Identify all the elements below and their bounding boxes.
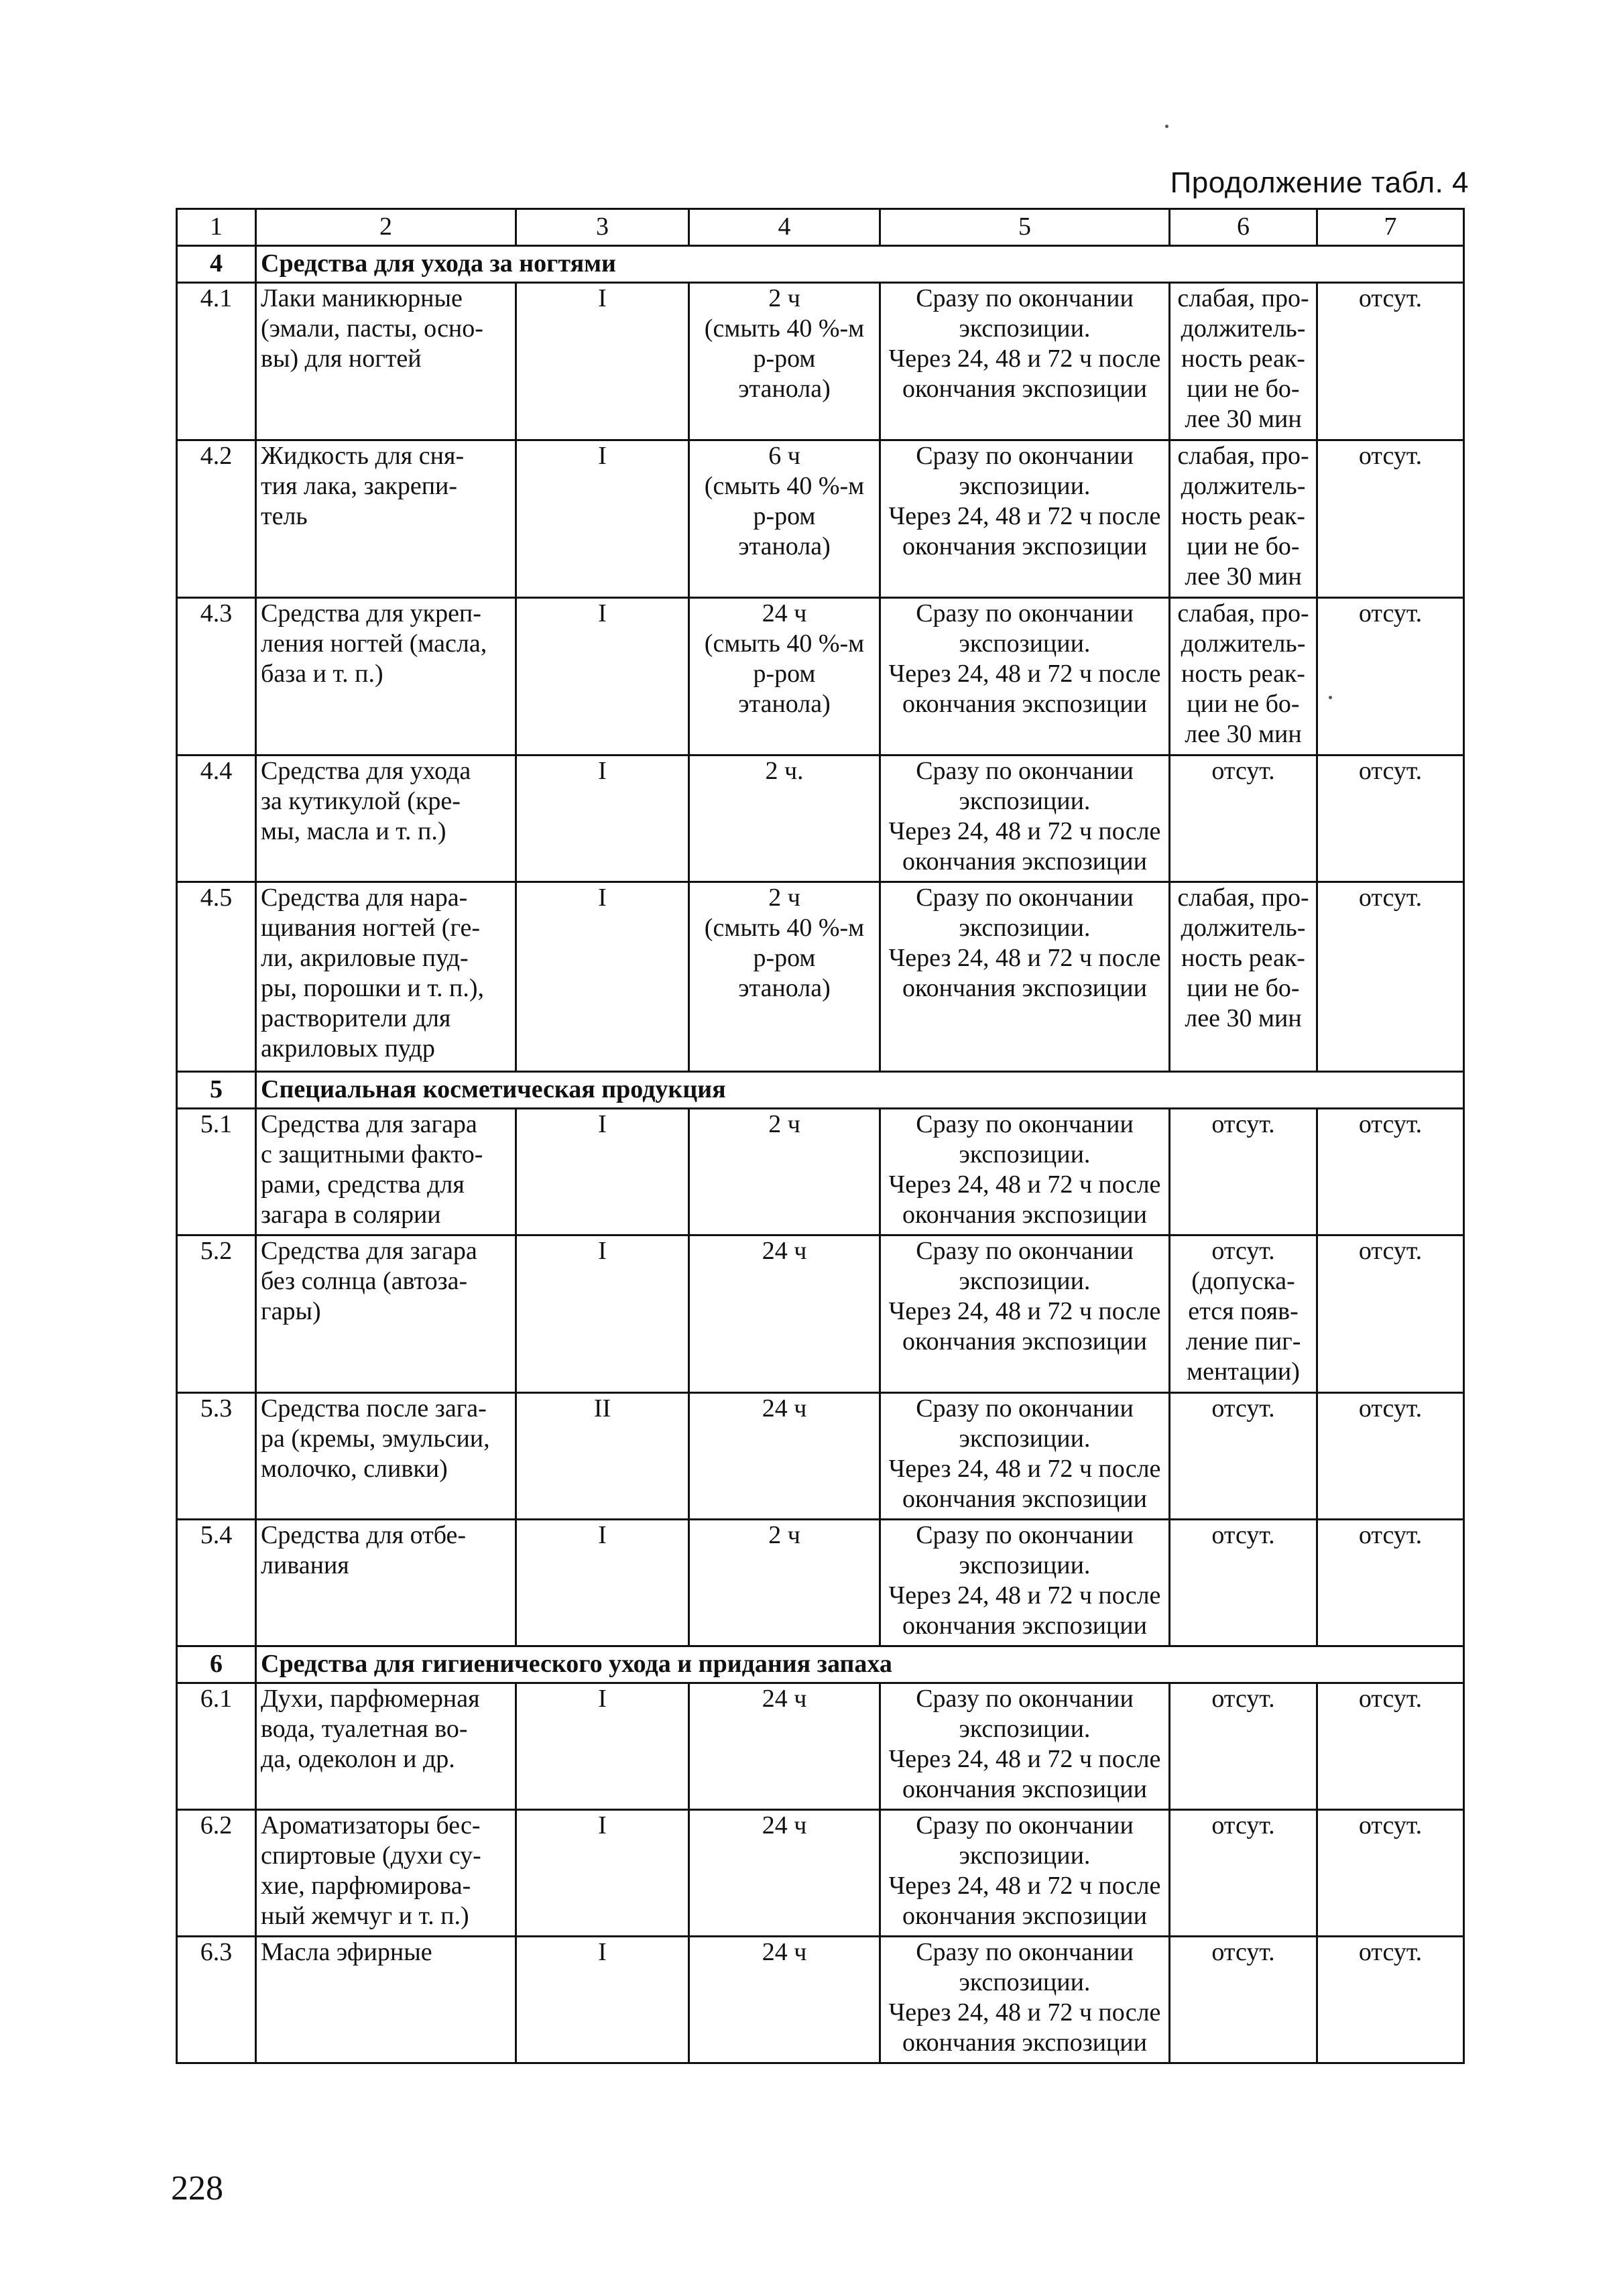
product-group-cell-line: Ароматизаторы бес- [261, 1811, 481, 1839]
sensitization-cell-line: отсут. [1358, 1521, 1423, 1549]
sensitization-cell [1317, 440, 1464, 598]
product-group-cell-line: ления ногтей (масла, [261, 629, 487, 658]
irritation-cell-line: слабая, про- [1177, 884, 1309, 912]
product-group-cell-line: за кутикулой (кре- [261, 787, 461, 815]
product-group-cell-line: растворители для [261, 1004, 451, 1032]
header-cell: 5 [880, 209, 1170, 246]
product-group-cell-line: мы, масла и т. п.) [261, 817, 446, 845]
exposure-time-cell [689, 1393, 880, 1520]
sensitization-cell-line: отсут. [1358, 884, 1423, 912]
product-group-cell-line: Духи, парфюмерная [261, 1685, 480, 1713]
evaluation-time-cell-line: экспозиции. [959, 914, 1091, 942]
exposure-time-cell-line: 24 ч [762, 1811, 807, 1839]
exposure-time-cell-line: (смыть 40 %-м [704, 314, 865, 343]
exposure-time-cell-line: 24 ч [762, 599, 807, 627]
scan-speck [1329, 696, 1332, 699]
exposure-time-cell-line: этанола) [738, 974, 831, 1002]
evaluation-time-cell-line: экспозиции. [959, 1425, 1091, 1453]
row-number: 4.1 [177, 283, 256, 440]
exposure-time-cell-line: р-ром [753, 944, 816, 972]
evaluation-time-cell-line: окончания экспозиции [902, 2029, 1147, 2057]
evaluation-time-cell-line: Сразу по окончании [916, 1685, 1134, 1713]
evaluation-time-cell-line: Через 24, 48 и 72 ч после [888, 1170, 1161, 1199]
product-group-cell [256, 1109, 516, 1235]
table-row [177, 1937, 1464, 2063]
product-group-cell-line: Средства для укреп- [261, 599, 481, 627]
evaluation-time-cell [880, 1393, 1170, 1520]
evaluation-time-cell-line: экспозиции. [959, 1968, 1091, 1996]
exposure-time-cell-line: р-ром [753, 502, 816, 530]
sensitization-cell-line: отсут. [1358, 1811, 1423, 1839]
header-cell: 1 [177, 209, 256, 246]
product-group-cell-line: Средства для загара [261, 1237, 477, 1265]
exposure-time-cell-line: р-ром [753, 345, 816, 373]
exposure-time-cell [689, 1937, 880, 2063]
product-group-cell-line: акриловых пудр [261, 1034, 435, 1063]
table-caption: Продолжение табл. 4 [1170, 166, 1469, 199]
evaluation-time-cell [880, 598, 1170, 756]
sensitization-cell [1317, 1393, 1464, 1520]
evaluation-time-cell-line: Сразу по окончании [916, 757, 1134, 785]
table-row [177, 1520, 1464, 1646]
product-group-cell [256, 1683, 516, 1810]
exposure-time-cell [689, 1810, 880, 1937]
irritation-cell-line: должитель- [1181, 472, 1306, 500]
evaluation-time-cell-line: экспозиции. [959, 1140, 1091, 1168]
section-number: 5 [177, 1072, 256, 1109]
table-header-row [177, 209, 1464, 246]
product-group-cell-line: Масла эфирные [261, 1938, 432, 1966]
irritation-cell-line: должитель- [1181, 629, 1306, 658]
irritation-cell-line: ность реак- [1181, 502, 1305, 530]
product-group-cell-line: ры, порошки и т. п.), [261, 974, 485, 1002]
irritation-cell-line: ность реак- [1181, 944, 1305, 972]
sensitization-cell-line: отсут. [1358, 1685, 1423, 1713]
irritation-cell-line: ность реак- [1181, 345, 1305, 373]
irritation-cell-line: слабая, про- [1177, 284, 1309, 312]
evaluation-time-cell-line: окончания экспозиции [902, 847, 1147, 875]
product-group-cell [256, 1235, 516, 1393]
evaluation-time-cell-line: Сразу по окончании [916, 1110, 1134, 1138]
evaluation-time-cell-line: окончания экспозиции [902, 1327, 1147, 1355]
exposure-time-cell-line: 24 ч [762, 1938, 807, 1966]
irritation-cell-line: ность реак- [1181, 660, 1305, 688]
irritation-cell [1170, 1235, 1317, 1393]
irritation-cell-line: должитель- [1181, 914, 1306, 942]
evaluation-time-cell [880, 756, 1170, 882]
sensitization-cell-line: отсут. [1358, 1237, 1423, 1265]
sensitization-cell [1317, 283, 1464, 440]
evaluation-time-cell-line: Через 24, 48 и 72 ч после [888, 1455, 1161, 1483]
product-group-cell-line: с защитными факто- [261, 1140, 483, 1168]
evaluation-time-cell-line: экспозиции. [959, 1841, 1091, 1870]
product-group-cell [256, 440, 516, 598]
irritation-cell [1170, 1810, 1317, 1937]
evaluation-time-cell [880, 1520, 1170, 1646]
product-group-cell-line: Средства для отбе- [261, 1521, 467, 1549]
product-group-cell-line: без солнца (автоза- [261, 1267, 468, 1295]
header-cell: 4 [689, 209, 880, 246]
product-group-cell [256, 756, 516, 882]
exposure-time-cell-line: этанола) [738, 532, 831, 560]
evaluation-time-cell [880, 1683, 1170, 1810]
product-group-cell [256, 598, 516, 756]
table-row [177, 1393, 1464, 1520]
exposure-time-cell-line: этанола) [738, 690, 831, 718]
irritation-cell-line: отсут. [1211, 1811, 1275, 1839]
scan-speck [1165, 125, 1168, 128]
irritation-cell-line: отсут. [1211, 1685, 1275, 1713]
evaluation-time-cell-line: экспозиции. [959, 472, 1091, 500]
exposure-time-cell [689, 1683, 880, 1810]
product-group-cell-line: Жидкость для сня- [261, 442, 465, 470]
exposure-time-cell [689, 882, 880, 1072]
evaluation-time-cell-line: окончания экспозиции [902, 1612, 1147, 1640]
irritation-cell-line: отсут. [1211, 1110, 1275, 1138]
product-group-cell-line: ный жемчуг и т. п.) [261, 1902, 469, 1930]
irritation-cell-line: лее 30 мин [1185, 405, 1302, 433]
evaluation-time-cell-line: окончания экспозиции [902, 1485, 1147, 1513]
sensitization-cell [1317, 1520, 1464, 1646]
irritation-cell [1170, 283, 1317, 440]
exposure-time-cell-line: 24 ч [762, 1685, 807, 1713]
class-cell: I [516, 1810, 689, 1937]
evaluation-time-cell-line: окончания экспозиции [902, 690, 1147, 718]
irritation-cell-line: отсут. [1211, 1521, 1275, 1549]
header-cell: 7 [1317, 209, 1464, 246]
product-group-cell [256, 1810, 516, 1937]
row-number: 6.2 [177, 1810, 256, 1937]
evaluation-time-cell-line: Через 24, 48 и 72 ч после [888, 1297, 1161, 1325]
product-group-cell-line: да, одеколон и др. [261, 1745, 455, 1773]
evaluation-time-cell-line: Сразу по окончании [916, 284, 1134, 312]
header-cell: 6 [1170, 209, 1317, 246]
product-group-cell-line: ли, акриловые пуд- [261, 944, 469, 972]
irritation-cell [1170, 882, 1317, 1072]
exposure-time-cell-line: этанола) [738, 375, 831, 403]
irritation-cell-line: должитель- [1181, 314, 1306, 343]
section-title: Специальная косметическая продукция [256, 1072, 1464, 1109]
product-group-cell-line: спиртовые (духи су- [261, 1841, 481, 1870]
class-cell: I [516, 756, 689, 882]
exposure-time-cell [689, 1520, 880, 1646]
sensitization-cell [1317, 598, 1464, 756]
exposure-time-cell-line: (смыть 40 %-м [704, 472, 865, 500]
product-group-cell-line: гары) [261, 1297, 321, 1325]
irritation-cell [1170, 756, 1317, 882]
section-number: 4 [177, 246, 256, 283]
exposure-time-cell-line: 2 ч [768, 1110, 800, 1138]
irritation-cell-line: отсут. [1211, 757, 1275, 785]
irritation-cell-line: ется появ- [1188, 1297, 1299, 1325]
product-group-cell-line: загара в солярии [261, 1201, 441, 1229]
irritation-cell-line: (допуска- [1191, 1267, 1295, 1295]
evaluation-time-cell-line: экспозиции. [959, 1551, 1091, 1579]
irritation-cell-line: лее 30 мин [1185, 720, 1302, 748]
table-row [177, 1683, 1464, 1810]
evaluation-time-cell-line: Через 24, 48 и 72 ч после [888, 1998, 1161, 2027]
evaluation-time-cell-line: окончания экспозиции [902, 1201, 1147, 1229]
evaluation-time-cell-line: Сразу по окончании [916, 599, 1134, 627]
class-cell: II [516, 1393, 689, 1520]
irritation-cell-line: лее 30 мин [1185, 1004, 1302, 1032]
row-number: 4.5 [177, 882, 256, 1072]
product-group-cell-line: Лаки маникюрные [261, 284, 463, 312]
table-row [177, 440, 1464, 598]
product-group-cell-line: щивания ногтей (ге- [261, 914, 481, 942]
evaluation-time-cell-line: Через 24, 48 и 72 ч после [888, 1872, 1161, 1900]
class-cell: I [516, 283, 689, 440]
evaluation-time-cell-line: окончания экспозиции [902, 1902, 1147, 1930]
product-group-cell-line: молочко, сливки) [261, 1455, 448, 1483]
row-number: 4.3 [177, 598, 256, 756]
evaluation-time-cell-line: Через 24, 48 и 72 ч после [888, 345, 1161, 373]
section-row [177, 1646, 1464, 1683]
section-row [177, 1072, 1464, 1109]
product-group-cell-line: ра (кремы, эмульсии, [261, 1425, 490, 1453]
irritation-cell-line: ление пиг- [1185, 1327, 1301, 1355]
irritation-cell-line: ции не бо- [1187, 532, 1300, 560]
product-group-cell-line: ливания [261, 1551, 349, 1579]
product-group-cell-line: Средства для ухода [261, 757, 471, 785]
exposure-time-cell [689, 598, 880, 756]
evaluation-time-cell-line: окончания экспозиции [902, 375, 1147, 403]
exposure-time-cell [689, 440, 880, 598]
sensitization-cell [1317, 1810, 1464, 1937]
table-row [177, 598, 1464, 756]
evaluation-time-cell-line: экспозиции. [959, 787, 1091, 815]
table-row [177, 756, 1464, 882]
page-number: 228 [171, 2169, 223, 2208]
table-row [177, 1235, 1464, 1393]
irritation-cell-line: ментации) [1187, 1357, 1300, 1386]
irritation-cell-line: слабая, про- [1177, 599, 1309, 627]
product-group-cell-line: Средства после зага- [261, 1394, 487, 1423]
sensitization-cell-line: отсут. [1358, 442, 1423, 470]
evaluation-time-cell [880, 1937, 1170, 2063]
irritation-cell-line: отсут. [1211, 1938, 1275, 1966]
evaluation-time-cell [880, 1109, 1170, 1235]
irritation-cell [1170, 1109, 1317, 1235]
evaluation-time-cell-line: Через 24, 48 и 72 ч после [888, 1745, 1161, 1773]
table-row [177, 882, 1464, 1072]
section-row [177, 246, 1464, 283]
section-number: 6 [177, 1646, 256, 1683]
table-row [177, 1109, 1464, 1235]
class-cell: I [516, 1937, 689, 2063]
product-group-cell-line: Средства для нара- [261, 884, 468, 912]
exposure-time-cell [689, 1235, 880, 1393]
evaluation-time-cell-line: Через 24, 48 и 72 ч после [888, 817, 1161, 845]
evaluation-time-cell-line: окончания экспозиции [902, 532, 1147, 560]
header-cell: 2 [256, 209, 516, 246]
evaluation-time-cell-line: экспозиции. [959, 1715, 1091, 1743]
irritation-cell-line: ции не бо- [1187, 690, 1300, 718]
product-group-cell-line: Средства для загара [261, 1110, 477, 1138]
product-group-cell [256, 1937, 516, 2063]
product-group-cell [256, 1393, 516, 1520]
sensitization-cell-line: отсут. [1358, 599, 1423, 627]
evaluation-time-cell-line: Сразу по окончании [916, 1394, 1134, 1423]
irritation-cell-line: ции не бо- [1187, 974, 1300, 1002]
exposure-time-cell [689, 756, 880, 882]
sensitization-cell [1317, 1937, 1464, 2063]
row-number: 6.3 [177, 1937, 256, 2063]
exposure-time-cell-line: 24 ч [762, 1394, 807, 1423]
row-number: 4.2 [177, 440, 256, 598]
exposure-time-cell-line: 2 ч [768, 884, 800, 912]
product-group-cell-line: тель [261, 502, 308, 530]
product-group-cell-line: тия лака, закрепи- [261, 472, 458, 500]
irritation-cell-line: отсут. [1211, 1237, 1275, 1265]
product-group-cell-line: хие, парфюмирова- [261, 1872, 471, 1900]
exposure-time-cell [689, 1109, 880, 1235]
product-group-cell-line: (эмали, пасты, осно- [261, 314, 483, 343]
exposure-time-cell [689, 283, 880, 440]
class-cell: I [516, 1520, 689, 1646]
product-group-cell [256, 882, 516, 1072]
sensitization-cell [1317, 756, 1464, 882]
evaluation-time-cell-line: окончания экспозиции [902, 974, 1147, 1002]
product-group-cell [256, 1520, 516, 1646]
irritation-cell [1170, 440, 1317, 598]
exposure-time-cell-line: р-ром [753, 660, 816, 688]
row-number: 5.4 [177, 1520, 256, 1646]
class-cell: I [516, 1109, 689, 1235]
class-cell: I [516, 882, 689, 1072]
evaluation-time-cell [880, 882, 1170, 1072]
evaluation-time-cell-line: Через 24, 48 и 72 ч после [888, 1581, 1161, 1610]
product-group-cell-line: рами, средства для [261, 1170, 465, 1199]
irritation-cell-line: ции не бо- [1187, 375, 1300, 403]
evaluation-time-cell-line: Сразу по окончании [916, 1811, 1134, 1839]
evaluation-time-cell-line: Сразу по окончании [916, 884, 1134, 912]
evaluation-time-cell [880, 1810, 1170, 1937]
header-cell: 3 [516, 209, 689, 246]
evaluation-time-cell-line: Через 24, 48 и 72 ч после [888, 660, 1161, 688]
sensitization-cell-line: отсут. [1358, 757, 1423, 785]
row-number: 5.3 [177, 1393, 256, 1520]
evaluation-time-cell-line: Сразу по окончании [916, 1237, 1134, 1265]
irritation-cell [1170, 1393, 1317, 1520]
sensitization-cell-line: отсут. [1358, 1938, 1423, 1966]
sensitization-cell-line: отсут. [1358, 1394, 1423, 1423]
row-number: 6.1 [177, 1683, 256, 1810]
evaluation-time-cell [880, 1235, 1170, 1393]
class-cell: I [516, 440, 689, 598]
irritation-cell [1170, 1683, 1317, 1810]
sensitization-cell-line: отсут. [1358, 284, 1423, 312]
product-group-cell-line: вы) для ногтей [261, 345, 422, 373]
class-cell: I [516, 598, 689, 756]
exposure-time-cell-line: 2 ч. [765, 757, 804, 785]
irritation-cell [1170, 598, 1317, 756]
sensitization-cell-line: отсут. [1358, 1110, 1423, 1138]
exposure-time-cell-line: (смыть 40 %-м [704, 629, 865, 658]
evaluation-time-cell-line: Сразу по окончании [916, 1938, 1134, 1966]
evaluation-time-cell-line: окончания экспозиции [902, 1775, 1147, 1803]
row-number: 5.2 [177, 1235, 256, 1393]
product-group-cell-line: вода, туалетная во- [261, 1715, 468, 1743]
evaluation-time-cell-line: Сразу по окончании [916, 1521, 1134, 1549]
irritation-cell [1170, 1937, 1317, 2063]
table-body [177, 209, 1464, 2063]
cosmetics-test-table [176, 208, 1465, 2064]
class-cell: I [516, 1683, 689, 1810]
table-row [177, 283, 1464, 440]
irritation-cell-line: отсут. [1211, 1394, 1275, 1423]
evaluation-time-cell [880, 283, 1170, 440]
row-number: 5.1 [177, 1109, 256, 1235]
product-group-cell [256, 283, 516, 440]
sensitization-cell [1317, 1683, 1464, 1810]
irritation-cell-line: лее 30 мин [1185, 562, 1302, 591]
exposure-time-cell-line: (смыть 40 %-м [704, 914, 865, 942]
sensitization-cell [1317, 882, 1464, 1072]
exposure-time-cell-line: 6 ч [768, 442, 800, 470]
evaluation-time-cell-line: экспозиции. [959, 629, 1091, 658]
sensitization-cell [1317, 1235, 1464, 1393]
exposure-time-cell-line: 2 ч [768, 284, 800, 312]
row-number: 4.4 [177, 756, 256, 882]
evaluation-time-cell-line: Сразу по окончании [916, 442, 1134, 470]
evaluation-time-cell-line: экспозиции. [959, 1267, 1091, 1295]
class-cell: I [516, 1235, 689, 1393]
product-group-cell-line: база и т. п.) [261, 660, 383, 688]
section-title: Средства для гигиенического ухода и придания запаха [256, 1646, 1464, 1683]
irritation-cell [1170, 1520, 1317, 1646]
evaluation-time-cell [880, 440, 1170, 598]
section-title: Средства для ухода за ногтями [256, 246, 1464, 283]
exposure-time-cell-line: 24 ч [762, 1237, 807, 1265]
table-row [177, 1810, 1464, 1937]
evaluation-time-cell-line: Через 24, 48 и 72 ч после [888, 502, 1161, 530]
evaluation-time-cell-line: экспозиции. [959, 314, 1091, 343]
irritation-cell-line: слабая, про- [1177, 442, 1309, 470]
exposure-time-cell-line: 2 ч [768, 1521, 800, 1549]
evaluation-time-cell-line: Через 24, 48 и 72 ч после [888, 944, 1161, 972]
sensitization-cell [1317, 1109, 1464, 1235]
